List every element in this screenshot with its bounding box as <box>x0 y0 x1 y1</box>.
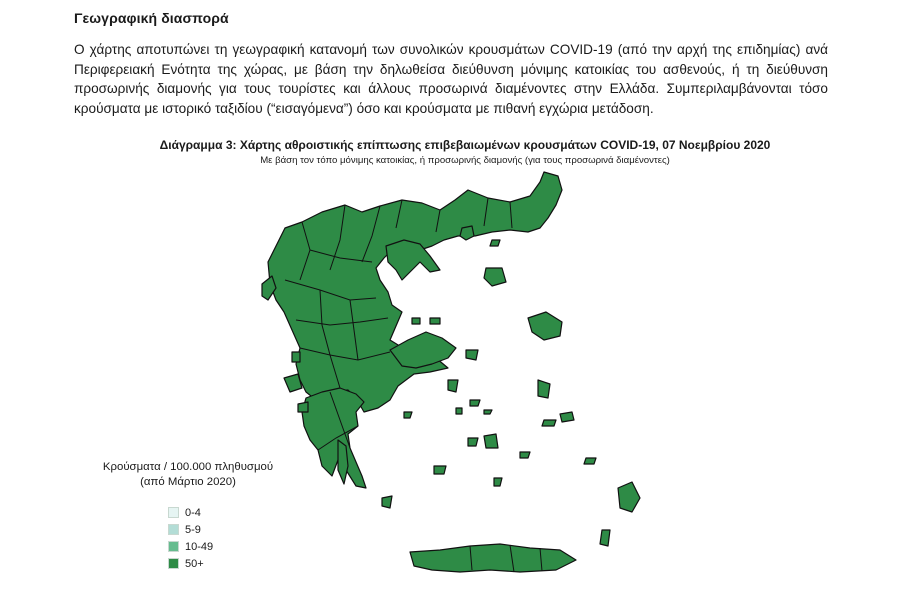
legend-swatch-50-plus <box>168 558 179 569</box>
region-mykonos <box>484 410 492 414</box>
region-paros <box>468 438 478 446</box>
region-rhodes <box>618 482 640 512</box>
legend-swatch-5-9 <box>168 524 179 535</box>
region-samos <box>560 412 574 422</box>
region-thasos <box>460 226 474 240</box>
region-zakynthos <box>298 402 308 412</box>
figure-subtitle: Με βάση τον τόπο μόνιμης κατοικίας, ή προσωρινής διαμονής (για τους προσωρινά διαμένοντες) <box>260 155 670 166</box>
region-mainland-outline <box>268 172 562 412</box>
legend-title-line2: (από Μάρτιο 2020) <box>140 476 236 488</box>
region-lefkada <box>292 352 300 362</box>
region-tinos <box>470 400 480 406</box>
region-syros <box>456 408 462 414</box>
legend-swatch-10-49 <box>168 541 179 552</box>
region-samothraki <box>490 240 500 246</box>
region-ikaria <box>542 420 556 426</box>
intro-paragraph: Ο χάρτης αποτυπώνει τη γεωγραφική κατανομή των συνολικών κρουσμάτων COVID-19 (από την αρχή της επιδημίας) ανά Περιφερειακή Ενότητα της χώρας, με βάση την δηλωθείσα διεύθυνση μόνιμης κατοικίας του ασθενούς, ή τη διεύθυνση προσωρινής διαμονής για τους τουρίστες και άλλους προσωρινά διαμένοντες στην Ελλάδα. Συμπεριλαμβάνονται τόσο κρούσματα με ιστορικό ταξιδίου (“εισαγόμενα”) όσο και κρούσματα με πιθανή εγχώρια μετάδοση. <box>74 42 828 116</box>
region-kos <box>584 458 596 464</box>
legend-label-5-9: 5-9 <box>185 523 201 536</box>
region-amorgos <box>520 452 530 458</box>
region-skyros <box>466 350 478 360</box>
region-santorini <box>494 478 502 486</box>
region-limnos <box>484 268 506 286</box>
region-andros <box>448 380 458 392</box>
region-karpathos <box>600 530 610 546</box>
legend-item-50-plus <box>168 555 298 572</box>
region-kythira <box>382 496 392 508</box>
legend-item-10-49 <box>168 538 298 555</box>
region-peloponnese-finger <box>338 440 348 484</box>
legend-title-line1: Κρούσματα / 100.000 πληθυσμού <box>102 461 274 473</box>
figure-title: Διάγραμμα 3: Χάρτης αθροιστικής επίπτωσης επιβεβαιωμένων κρουσμάτων COVID-19, 07 Νοεμβρίου 2020 <box>159 138 771 152</box>
legend-label-0-4: 0-4 <box>185 506 201 519</box>
region-lesvos <box>528 312 562 340</box>
region-naxos <box>484 434 498 448</box>
legend-item-5-9 <box>168 521 298 538</box>
region-chios <box>538 380 550 398</box>
region-skopelos <box>430 318 440 324</box>
map-regions <box>262 172 640 572</box>
region-milos <box>434 466 446 474</box>
legend-swatch-0-4 <box>168 507 179 518</box>
section-title: Γεωγραφική διασπορά <box>74 10 229 26</box>
legend-label-10-49: 10-49 <box>185 540 214 553</box>
region-kefalonia <box>284 374 302 392</box>
legend-items <box>168 504 298 572</box>
region-aegina <box>404 412 412 418</box>
map-legend <box>88 460 298 572</box>
legend-item-0-4 <box>168 504 298 521</box>
region-crete <box>410 544 576 572</box>
region-evia <box>390 332 456 368</box>
region-skiathos <box>412 318 420 324</box>
legend-title <box>88 460 288 490</box>
legend-label-50-plus: 50+ <box>185 557 204 570</box>
